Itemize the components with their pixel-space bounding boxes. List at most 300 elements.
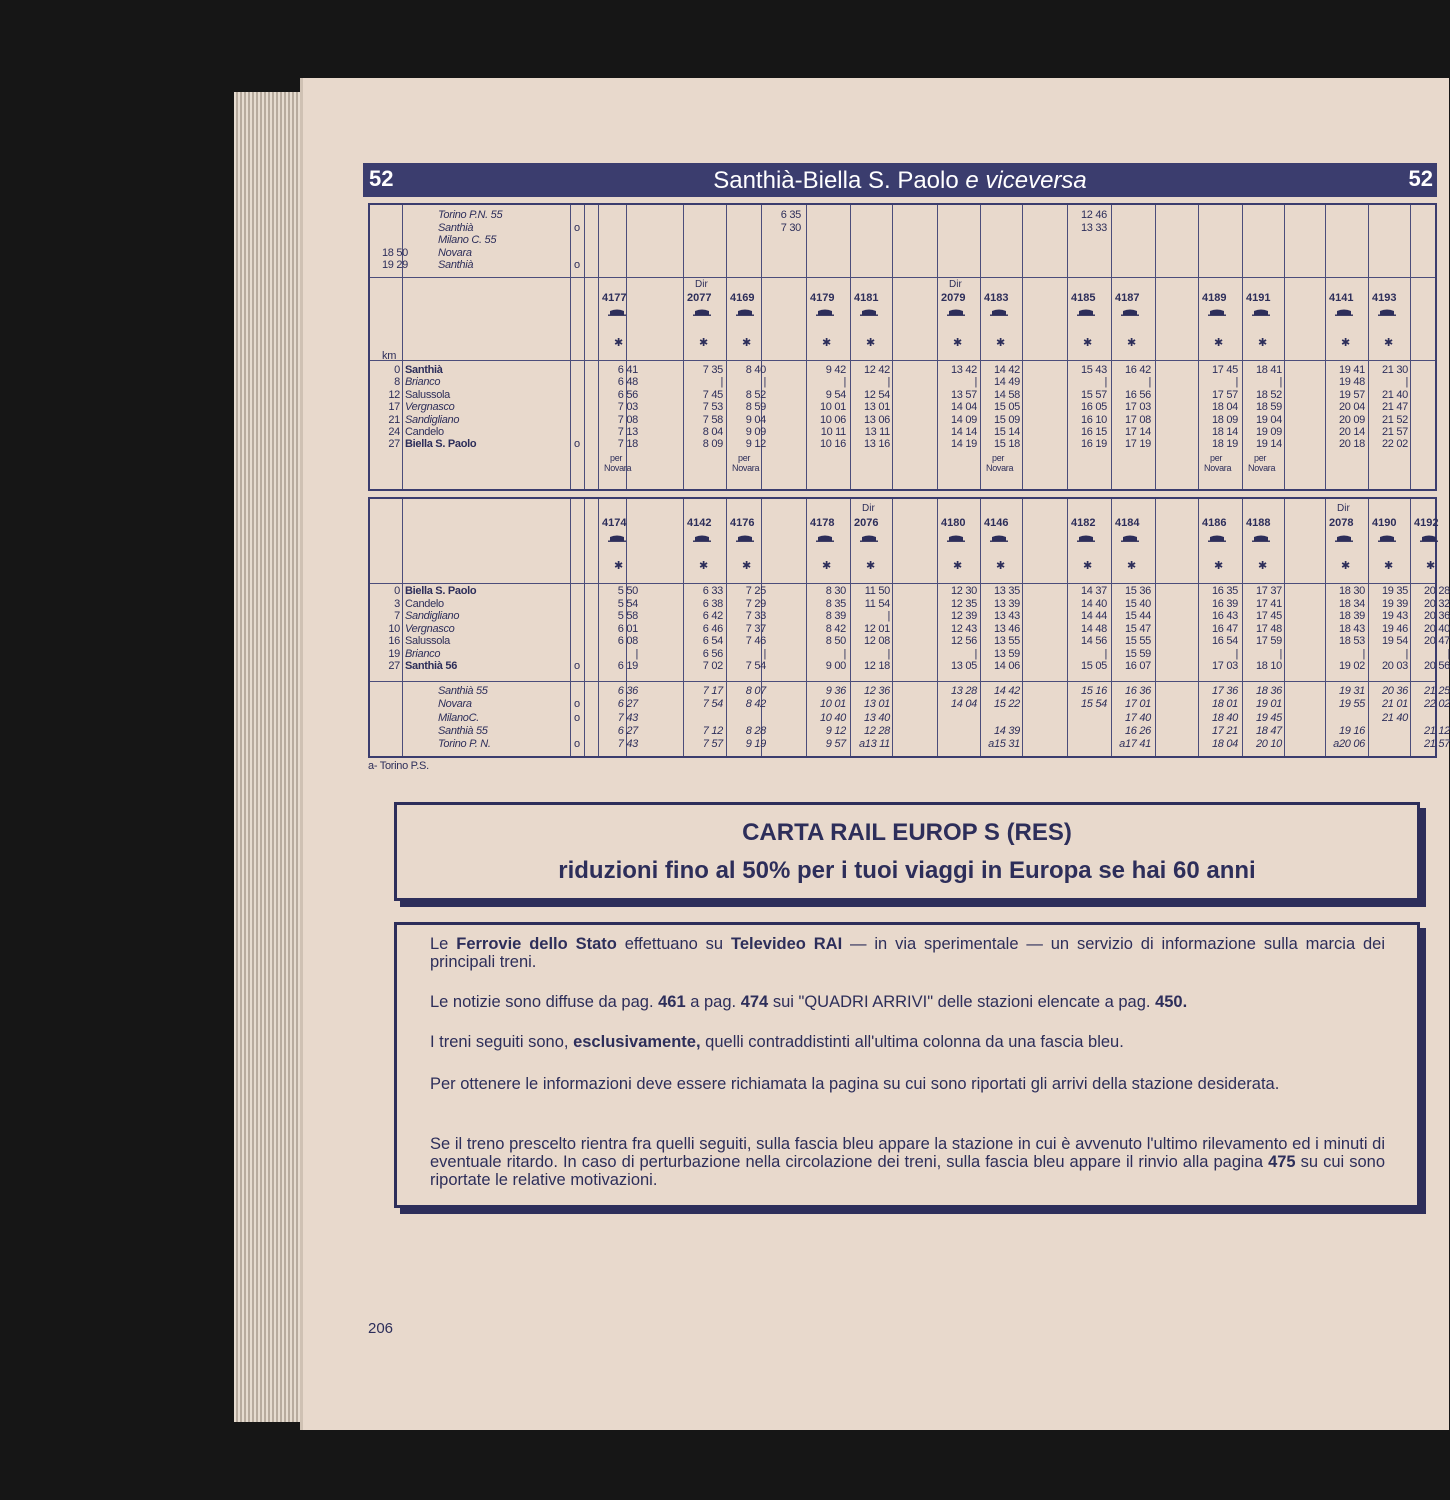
time-cell: 9 57 xyxy=(825,738,846,751)
time-cell: 16 05 xyxy=(1080,401,1107,414)
time-cell: 22 02 xyxy=(1381,438,1408,451)
time-cell: | xyxy=(1148,376,1151,389)
post-station-name: Santhià 55 xyxy=(438,724,488,737)
time-cell: 15 59 xyxy=(1124,647,1151,660)
star-icon: ✱ xyxy=(1083,560,1093,572)
pre-station-name: Santhià xyxy=(438,259,474,271)
star-icon: ✱ xyxy=(1384,337,1394,349)
time-cell: 13 57 xyxy=(950,388,977,401)
time-cell: 17 03 xyxy=(1211,660,1238,672)
time-cell: 19 39 xyxy=(1381,597,1408,610)
text-bold: 475 xyxy=(1268,1153,1296,1171)
time-cell: | xyxy=(1447,647,1450,660)
station-name: Vergnasco xyxy=(405,622,455,635)
train-car-icon xyxy=(1208,309,1226,316)
star-icon: ✱ xyxy=(699,560,709,572)
star-icon: ✱ xyxy=(1127,337,1137,349)
train-car-icon xyxy=(1378,535,1396,542)
time-cell: 8 28 xyxy=(745,724,766,737)
station-mark: o xyxy=(574,438,580,451)
time-cell: 15 47 xyxy=(1124,622,1151,635)
station-mark: o xyxy=(574,259,580,271)
time-cell: 15 05 xyxy=(993,401,1020,414)
station-name: Sandigliano xyxy=(405,610,460,622)
time-cell: 19 46 xyxy=(1381,622,1408,635)
novara-label: Novara xyxy=(1204,463,1232,473)
station-name: Brianco xyxy=(405,376,441,389)
time-cell: 6 01 xyxy=(617,622,638,635)
time-cell: 7 43 xyxy=(617,738,638,751)
time-cell: 17 19 xyxy=(1124,438,1151,451)
time-cell: 9 00 xyxy=(825,660,846,672)
time-cell: 16 39 xyxy=(1211,597,1238,610)
time-cell: 14 04 xyxy=(950,401,977,414)
time-cell: 16 10 xyxy=(1080,413,1107,426)
time-cell: 15 14 xyxy=(993,426,1020,438)
time-cell: 9 12 xyxy=(825,724,846,737)
time-cell: 15 09 xyxy=(993,413,1020,426)
train-number: 4185 xyxy=(1071,292,1096,304)
time-cell: 6 35 xyxy=(780,209,801,221)
dir-label: Dir xyxy=(695,279,708,290)
time-cell: 14 19 xyxy=(950,438,977,451)
time-cell: 21 12 xyxy=(1423,724,1450,737)
grid-vline xyxy=(980,499,981,756)
train-number: 4146 xyxy=(984,517,1009,529)
star-icon: ✱ xyxy=(996,560,1006,572)
time-cell: 18 41 xyxy=(1255,364,1282,376)
station-km: 17 xyxy=(388,401,400,414)
novara-label: Novara xyxy=(1248,463,1276,473)
station-mark: o xyxy=(574,698,580,711)
train-number: 4169 xyxy=(730,292,755,304)
time-cell: 11 54 xyxy=(864,597,890,610)
train-number: 4174 xyxy=(602,517,627,529)
grid-vline xyxy=(1284,499,1285,756)
station-mark: o xyxy=(574,738,580,751)
train-car-icon xyxy=(693,309,711,316)
text: Le xyxy=(430,935,457,953)
time-cell: 21 25 xyxy=(1423,685,1450,697)
time-cell: 15 05 xyxy=(1080,660,1107,672)
time-cell: 14 09 xyxy=(950,413,977,426)
time-cell: 7 43 xyxy=(617,711,638,724)
time-cell: 16 07 xyxy=(1124,660,1151,672)
grid-vline xyxy=(937,499,938,756)
time-cell: 21 40 xyxy=(1381,388,1408,401)
dir-label: Dir xyxy=(1337,503,1350,514)
station-km: 27 xyxy=(388,438,400,451)
grid-vline xyxy=(937,205,938,489)
info-paragraph-2 xyxy=(430,993,1385,1011)
star-icon: ✱ xyxy=(742,337,752,349)
time-cell: 15 22 xyxy=(993,698,1020,711)
text: Se il treno prescelto rientra fra quelli seguiti, sulla fascia bleu appare la stazione in cui è avvenuto l'ultimo rilevamento ed i minuti di eventuale ritardo. In caso di perturbazione nella circolazione dei treni, sulla fascia bleu appare il rinvio alla pagina xyxy=(430,1135,1385,1171)
star-icon: ✱ xyxy=(822,337,832,349)
station-name: Brianco xyxy=(405,647,441,660)
time-cell: 13 06 xyxy=(863,413,890,426)
time-cell: 8 40 xyxy=(745,364,766,376)
time-cell: 19 04 xyxy=(1255,413,1282,426)
time-cell: 17 45 xyxy=(1255,610,1282,622)
time-cell: 19 14 xyxy=(1255,438,1282,451)
time-cell: 13 59 xyxy=(993,647,1020,660)
station-km: 3 xyxy=(394,597,400,610)
time-cell: a15 31 xyxy=(988,738,1020,751)
time-cell: 12 30 xyxy=(950,585,977,597)
section-title-main: Santhià-Biella S. Paolo xyxy=(713,167,959,194)
station-km: 24 xyxy=(388,426,400,438)
time-cell: 8 07 xyxy=(745,685,766,697)
time-cell: 18 09 xyxy=(1211,413,1238,426)
train-car-icon xyxy=(990,535,1008,542)
time-cell: 9 19 xyxy=(745,738,766,751)
time-cell: 19 01 xyxy=(1255,698,1282,711)
train-number: 4193 xyxy=(1372,292,1397,304)
time-cell: 16 15 xyxy=(1080,426,1107,438)
train-car-icon xyxy=(1121,309,1139,316)
station-name: Santhià 56 xyxy=(405,660,458,672)
time-cell: 20 04 xyxy=(1338,401,1365,414)
time-cell: 21 57 xyxy=(1423,738,1450,751)
train-number: 2077 xyxy=(687,292,712,304)
train-number: 4188 xyxy=(1246,517,1271,529)
time-cell: 14 37 xyxy=(1080,585,1107,597)
dir-label: Dir xyxy=(862,503,875,514)
time-cell: 14 04 xyxy=(950,698,977,711)
time-cell: 10 06 xyxy=(819,413,846,426)
grid-vline xyxy=(1198,499,1199,756)
grid-vline xyxy=(1022,499,1023,756)
time-cell: 20 10 xyxy=(1255,738,1282,751)
train-number: 4177 xyxy=(602,292,627,304)
time-cell: 17 37 xyxy=(1255,585,1282,597)
grid-vline xyxy=(402,499,403,756)
text: Le notizie sono diffuse da pag. xyxy=(430,993,659,1011)
time-cell: 12 54 xyxy=(863,388,890,401)
time-cell: 17 41 xyxy=(1255,597,1282,610)
text-bold: 474 xyxy=(740,993,769,1011)
time-cell: 7 12 xyxy=(702,724,723,737)
time-cell: 15 44 xyxy=(1124,610,1151,622)
grid-vline xyxy=(1067,499,1068,756)
station-km: 0 xyxy=(394,585,400,597)
time-cell: 6 42 xyxy=(702,610,723,622)
star-icon: ✱ xyxy=(1426,560,1436,572)
time-cell: | xyxy=(763,647,766,660)
time-cell: 8 39 xyxy=(825,610,846,622)
time-cell: 5 54 xyxy=(617,597,638,610)
time-cell: 6 33 xyxy=(702,585,723,597)
train-number: 4192 xyxy=(1414,517,1439,529)
text: — in via sperimentale — un servizio di informazione sulla marcia dei principali treni. xyxy=(430,935,1386,971)
star-icon: ✱ xyxy=(1127,560,1137,572)
time-cell: 6 46 xyxy=(702,622,723,635)
star-icon: ✱ xyxy=(1341,560,1351,572)
time-cell: 7 54 xyxy=(702,698,723,711)
station-km: 19 xyxy=(388,647,400,660)
time-cell: 9 42 xyxy=(825,364,846,376)
page-number: 206 xyxy=(368,1320,394,1337)
train-car-icon xyxy=(736,535,754,542)
time-cell: 12 35 xyxy=(950,597,977,610)
time-cell: 19 54 xyxy=(1381,635,1408,647)
train-car-icon xyxy=(736,309,754,316)
time-cell: 13 05 xyxy=(950,660,977,672)
time-cell: 6 36 xyxy=(617,685,638,697)
pre-station-name: Santhià xyxy=(438,221,474,234)
section-title-italic: e viceversa xyxy=(965,167,1087,194)
time-cell: 8 35 xyxy=(825,597,846,610)
time-cell: | xyxy=(843,647,846,660)
grid-hline xyxy=(370,277,1435,278)
grid-hline xyxy=(370,583,1435,584)
time-cell: 14 39 xyxy=(993,724,1020,737)
time-cell: 16 42 xyxy=(1124,364,1151,376)
station-km: 21 xyxy=(388,413,400,426)
time-cell: 7 57 xyxy=(702,738,723,751)
time-cell: | xyxy=(1405,376,1408,389)
time-cell: 21 52 xyxy=(1381,413,1408,426)
post-station-name: Torino P. N. xyxy=(438,738,491,751)
time-cell: 21 30 xyxy=(1381,364,1408,376)
train-car-icon xyxy=(990,309,1008,316)
star-icon: ✱ xyxy=(866,560,876,572)
time-cell: 18 52 xyxy=(1255,388,1282,401)
pre-station-name: Torino P.N. 55 xyxy=(438,209,503,221)
grid-vline xyxy=(584,205,585,489)
train-number: 4181 xyxy=(854,292,879,304)
time-cell: 17 48 xyxy=(1255,622,1282,635)
grid-vline xyxy=(726,499,727,756)
timetable-biella-santhia xyxy=(368,497,1450,758)
station-name: Biella S. Paolo xyxy=(405,438,477,451)
time-cell: 22 02 xyxy=(1423,698,1450,711)
time-cell: 6 56 xyxy=(702,647,723,660)
time-cell: 11 50 xyxy=(864,585,890,597)
time-cell: 15 36 xyxy=(1124,585,1151,597)
station-name: Candelo xyxy=(405,426,444,438)
per-label: per xyxy=(992,453,1005,463)
time-cell: | xyxy=(887,647,890,660)
time-cell: 16 26 xyxy=(1124,724,1151,737)
grid-vline xyxy=(570,205,571,489)
novara-label: Novara xyxy=(732,463,760,473)
time-cell: 7 25 xyxy=(745,585,766,597)
time-cell: 6 27 xyxy=(617,698,638,711)
time-cell: | xyxy=(887,376,890,389)
time-cell: 6 56 xyxy=(617,388,638,401)
per-label: per xyxy=(1254,453,1267,463)
train-number: 4176 xyxy=(730,517,755,529)
train-number: 4178 xyxy=(810,517,835,529)
station-km: 16 xyxy=(388,635,400,647)
station-km: 8 xyxy=(394,376,400,389)
time-cell: 18 04 xyxy=(1211,401,1238,414)
time-cell: 18 19 xyxy=(1211,438,1238,451)
time-cell: 7 35 xyxy=(702,364,723,376)
time-cell: 15 16 xyxy=(1080,685,1107,697)
time-cell: 18 01 xyxy=(1211,698,1238,711)
time-cell: 7 17 xyxy=(702,685,723,697)
time-cell: | xyxy=(1405,647,1408,660)
time-cell: 18 34 xyxy=(1338,597,1365,610)
time-cell: 14 06 xyxy=(993,660,1020,672)
time-cell: a13 11 xyxy=(858,738,890,751)
time-cell: 7 54 xyxy=(745,660,766,672)
train-car-icon xyxy=(1252,535,1270,542)
time-cell: 8 50 xyxy=(825,635,846,647)
grid-vline xyxy=(1198,205,1199,489)
time-cell: 13 28 xyxy=(950,685,977,697)
time-cell: 12 39 xyxy=(950,610,977,622)
station-name: Biella S. Paolo xyxy=(405,585,477,597)
time-cell: | xyxy=(763,376,766,389)
time-cell: 6 54 xyxy=(702,635,723,647)
info-box xyxy=(394,922,1420,1208)
time-cell: 17 45 xyxy=(1211,364,1238,376)
time-cell: 12 01 xyxy=(863,622,890,635)
time-cell: 17 03 xyxy=(1124,401,1151,414)
timetable-santhia-biella xyxy=(368,203,1437,491)
station-km: 27 xyxy=(388,660,400,672)
train-car-icon xyxy=(1077,309,1095,316)
text: a pag. xyxy=(685,993,741,1011)
text-bold: 461 xyxy=(658,993,686,1011)
time-cell: 13 46 xyxy=(993,622,1020,635)
time-cell: 7 13 xyxy=(617,426,638,438)
time-cell: 18 39 xyxy=(1338,610,1365,622)
time-cell: 14 58 xyxy=(993,388,1020,401)
time-cell: 19 16 xyxy=(1338,724,1365,737)
train-car-icon xyxy=(1378,309,1396,316)
promo-box xyxy=(394,802,1420,901)
time-cell: 18 50 xyxy=(381,246,408,259)
time-cell: 15 43 xyxy=(1080,364,1107,376)
per-label: per xyxy=(1210,453,1223,463)
train-number: 4142 xyxy=(687,517,712,529)
train-number: 4141 xyxy=(1329,292,1354,304)
grid-vline xyxy=(1325,499,1326,756)
time-cell: 16 36 xyxy=(1124,685,1151,697)
station-km: 0 xyxy=(394,364,400,376)
post-station-name: Santhià 55 xyxy=(438,685,488,697)
star-icon: ✱ xyxy=(822,560,832,572)
post-station-name: Novara xyxy=(438,698,472,711)
grid-vline xyxy=(584,499,585,756)
time-cell: 17 14 xyxy=(1124,426,1151,438)
grid-vline xyxy=(1155,205,1156,489)
time-cell: 10 01 xyxy=(819,401,846,414)
train-number: 4179 xyxy=(810,292,835,304)
time-cell: 17 36 xyxy=(1211,685,1238,697)
train-car-icon xyxy=(1077,535,1095,542)
km-label: km xyxy=(382,350,397,362)
grid-vline xyxy=(850,205,851,489)
time-cell: a17 41 xyxy=(1119,738,1151,751)
time-cell: 19 02 xyxy=(1338,660,1365,672)
time-cell: 8 30 xyxy=(825,585,846,597)
time-cell: 15 57 xyxy=(1080,388,1107,401)
time-cell: 18 40 xyxy=(1211,711,1238,724)
time-cell: 5 50 xyxy=(617,585,638,597)
train-car-icon xyxy=(947,309,965,316)
train-number: 4189 xyxy=(1202,292,1227,304)
grid-vline xyxy=(1111,499,1112,756)
time-cell: 8 59 xyxy=(745,401,766,414)
section-header xyxy=(363,163,1437,197)
star-icon: ✱ xyxy=(996,337,1006,349)
time-cell: 19 35 xyxy=(1381,585,1408,597)
time-cell: 18 47 xyxy=(1255,724,1282,737)
grid-vline xyxy=(1368,205,1369,489)
grid-vline xyxy=(892,205,893,489)
time-cell: 8 52 xyxy=(745,388,766,401)
star-icon: ✱ xyxy=(1258,560,1268,572)
time-cell: 20 28 xyxy=(1423,585,1450,597)
time-cell: | xyxy=(974,647,977,660)
train-car-icon xyxy=(1420,535,1438,542)
time-cell: 14 14 xyxy=(950,426,977,438)
time-cell: 16 56 xyxy=(1124,388,1151,401)
time-cell: 7 30 xyxy=(780,221,801,234)
station-name: Candelo xyxy=(405,597,444,610)
time-cell: 20 14 xyxy=(1338,426,1365,438)
time-cell: 8 42 xyxy=(745,698,766,711)
train-car-icon xyxy=(1208,535,1226,542)
station-name: Santhià xyxy=(405,364,443,376)
time-cell: 19 41 xyxy=(1338,364,1365,376)
time-cell: 8 04 xyxy=(702,426,723,438)
time-cell: | xyxy=(1104,647,1107,660)
train-car-icon xyxy=(860,535,878,542)
time-cell: 10 01 xyxy=(819,698,846,711)
time-cell: 12 08 xyxy=(863,635,890,647)
text-bold: 450. xyxy=(1155,993,1188,1011)
pre-station-name: Novara xyxy=(438,246,472,259)
station-name: Vergnasco xyxy=(405,401,455,414)
time-cell: 15 55 xyxy=(1124,635,1151,647)
time-cell: | xyxy=(635,647,638,660)
section-title xyxy=(363,167,1437,195)
time-cell: 16 19 xyxy=(1080,438,1107,451)
grid-vline xyxy=(806,499,807,756)
grid-vline xyxy=(1111,205,1112,489)
train-number: 4182 xyxy=(1071,517,1096,529)
time-cell: 6 27 xyxy=(617,724,638,737)
grid-vline xyxy=(726,205,727,489)
time-cell: 19 09 xyxy=(1255,426,1282,438)
info-paragraph-1 xyxy=(430,935,1385,971)
time-cell: 10 16 xyxy=(819,438,846,451)
text: effettuano su xyxy=(616,935,731,953)
time-cell: 20 09 xyxy=(1338,413,1365,426)
star-icon: ✱ xyxy=(742,560,752,572)
time-cell: 13 35 xyxy=(993,585,1020,597)
time-cell: 18 14 xyxy=(1211,426,1238,438)
grid-vline xyxy=(683,499,684,756)
station-km: 7 xyxy=(394,610,400,622)
time-cell: 20 56 xyxy=(1423,660,1450,672)
time-cell: 16 54 xyxy=(1211,635,1238,647)
time-cell: 18 53 xyxy=(1338,635,1365,647)
time-cell: 14 48 xyxy=(1080,622,1107,635)
time-cell: 12 56 xyxy=(950,635,977,647)
time-cell: 14 44 xyxy=(1080,610,1107,622)
time-cell: 21 01 xyxy=(1381,698,1408,711)
grid-vline xyxy=(1325,205,1326,489)
time-cell: 15 54 xyxy=(1080,698,1107,711)
